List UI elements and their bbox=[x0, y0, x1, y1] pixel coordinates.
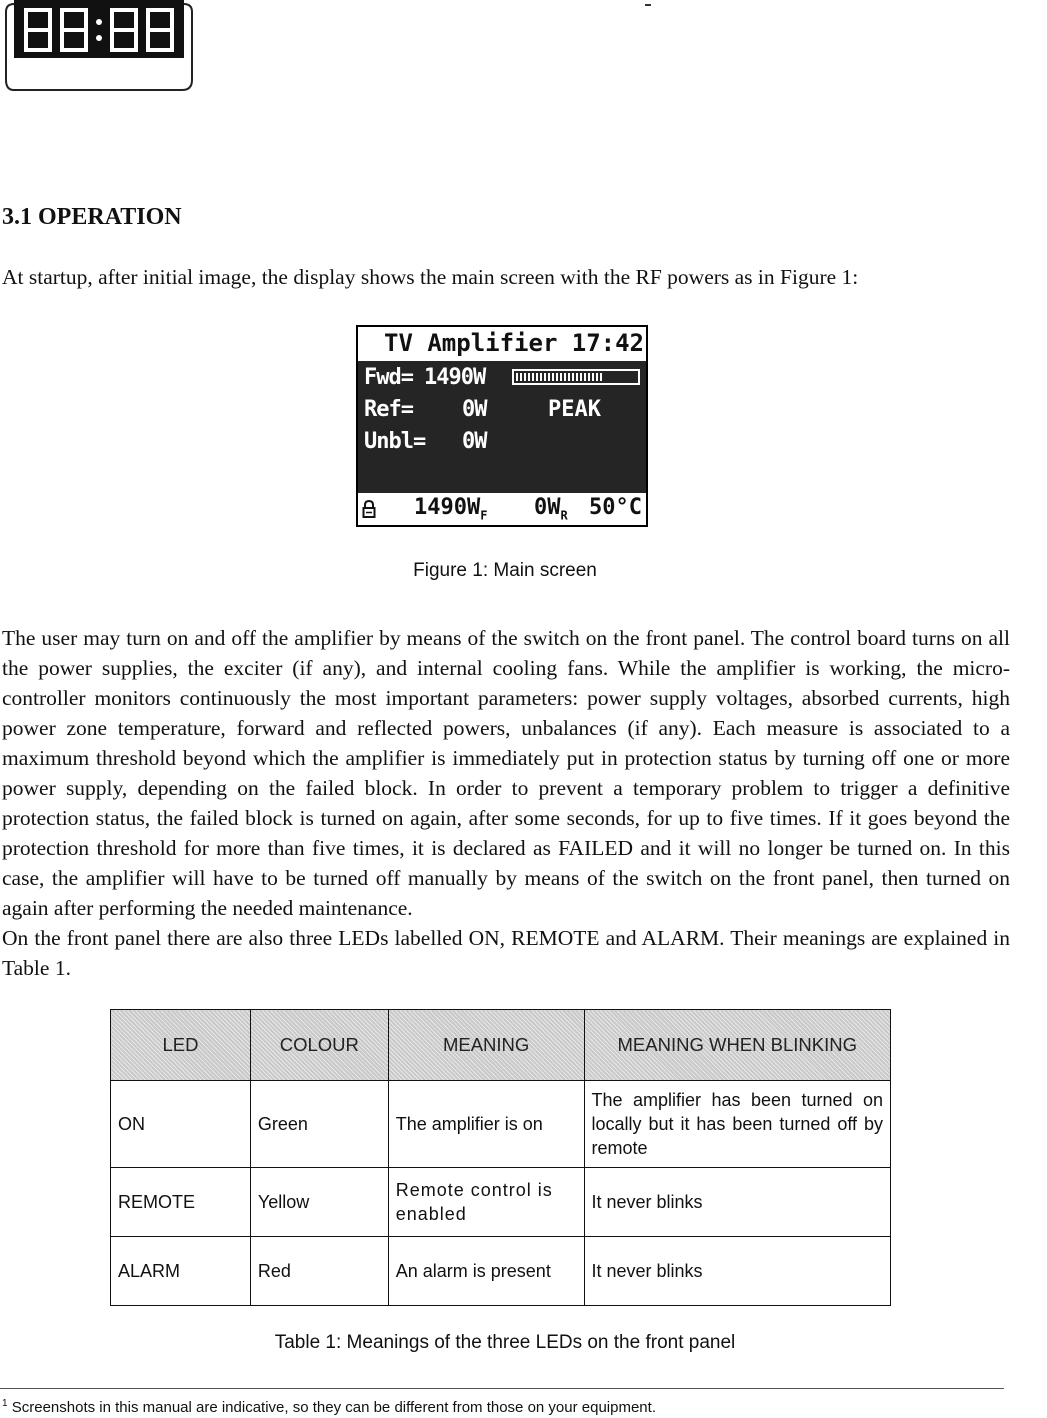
table-cell: It never blinks bbox=[584, 1168, 891, 1237]
lcd-power-reflected: $0W_R$ bbox=[534, 495, 568, 523]
table-cell: Green bbox=[250, 1081, 388, 1168]
footnote-mark: 1 bbox=[2, 1398, 8, 1409]
lcd-row-value: 0W bbox=[462, 397, 487, 422]
footnote-divider bbox=[0, 1388, 1004, 1389]
led-meanings-table bbox=[110, 1009, 891, 1306]
description-text: The user may turn on and off the amplifier by means of the switch on the front panel. The control board turns on all the power supplies, the exciter (if any), and internal cooling fans. While the amplifier is working, the micro-controller monitors continuously the most important parameters: power supply voltages, absorbed currents, high power zone temperature, forward and reflected powers, unbalances (if any). Each measure is associated to a maximum threshold beyond which the amplifier is immediately put in protection status by turning off one or more power supply, depending on the failed block. In order to prevent a temporary problem to trigger a definitive protection status, the failed block is turned on again, after some seconds, for up to five times. If it goes beyond the protection threshold for more than five times, it is declared as FAILED and it will no longer be turned on. In this case, the amplifier will have to be turned off manually by means of the switch on the front panel, then turned on again after performing the needed maintenance. bbox=[2, 626, 1010, 920]
table-cell: An alarm is present bbox=[388, 1237, 584, 1306]
lcd-row-unbalance bbox=[364, 429, 487, 454]
scan-speck bbox=[645, 4, 651, 6]
table-cell: Yellow bbox=[250, 1168, 388, 1237]
lcd-main-screen bbox=[356, 325, 648, 527]
forward-power-bar-fill bbox=[516, 373, 602, 381]
table-row bbox=[111, 1168, 891, 1237]
column-header: MEANING WHEN BLINKING bbox=[584, 1010, 891, 1081]
table-cell: Red bbox=[250, 1237, 388, 1306]
section-heading: 3.1 OPERATION bbox=[2, 204, 182, 230]
figure-caption: Figure 1: Main screen bbox=[413, 560, 597, 581]
forward-power-bar bbox=[512, 369, 640, 385]
lcd-title-bar bbox=[358, 327, 646, 361]
lcd-title: TV Amplifier bbox=[384, 329, 558, 357]
table-cell: The amplifier has been turned on locally but it has been turned off by remote bbox=[584, 1081, 891, 1168]
lock-icon bbox=[362, 499, 376, 519]
table-cell: REMOTE bbox=[111, 1168, 251, 1237]
table-cell: The amplifier is on bbox=[388, 1081, 584, 1168]
footnote bbox=[2, 1398, 656, 1416]
column-header: MEANING bbox=[388, 1010, 584, 1081]
table-row bbox=[111, 1237, 891, 1306]
column-header: COLOUR bbox=[250, 1010, 388, 1081]
lcd-peak-mode: PEAK bbox=[548, 397, 601, 422]
lcd-temperature: 50°C bbox=[589, 495, 642, 520]
leds-text: On the front panel there are also three LEDs labelled ON, REMOTE and ALARM. Their meanings are explained in Table 1. bbox=[2, 926, 1010, 980]
table-row bbox=[111, 1081, 891, 1168]
lcd-footer bbox=[358, 493, 646, 525]
table-cell: ON bbox=[111, 1081, 251, 1168]
table-cell: ALARM bbox=[111, 1237, 251, 1306]
lcd-row-forward bbox=[364, 365, 486, 390]
lcd-row-reflected bbox=[364, 397, 487, 422]
lcd-clock: 17:42 bbox=[571, 329, 644, 357]
operation-paragraph bbox=[2, 623, 1010, 983]
lcd-row-label: Fwd= bbox=[364, 365, 413, 390]
table-header-row bbox=[111, 1010, 891, 1081]
seven-segment-clock-logo bbox=[0, 0, 196, 92]
column-header: LED bbox=[111, 1010, 251, 1081]
lcd-power-forward: $1490W_F$ bbox=[414, 495, 488, 523]
lcd-row-label: Unbl= bbox=[364, 429, 426, 454]
footnote-text: Screenshots in this manual are indicative, so they can be different from those on your equipment. bbox=[11, 1399, 656, 1416]
table-cell: It never blinks bbox=[584, 1237, 891, 1306]
lcd-row-value: 0W bbox=[462, 429, 487, 454]
intro-paragraph: At startup, after initial image, the display shows the main screen with the RF powers as in Figure 1: bbox=[2, 265, 859, 289]
table-cell: Remote control is enabled bbox=[388, 1168, 584, 1237]
lcd-row-label: Ref= bbox=[364, 397, 413, 422]
lcd-row-value: 1490W bbox=[424, 365, 486, 390]
table-caption: Table 1: Meanings of the three LEDs on the front panel bbox=[274, 1332, 736, 1353]
